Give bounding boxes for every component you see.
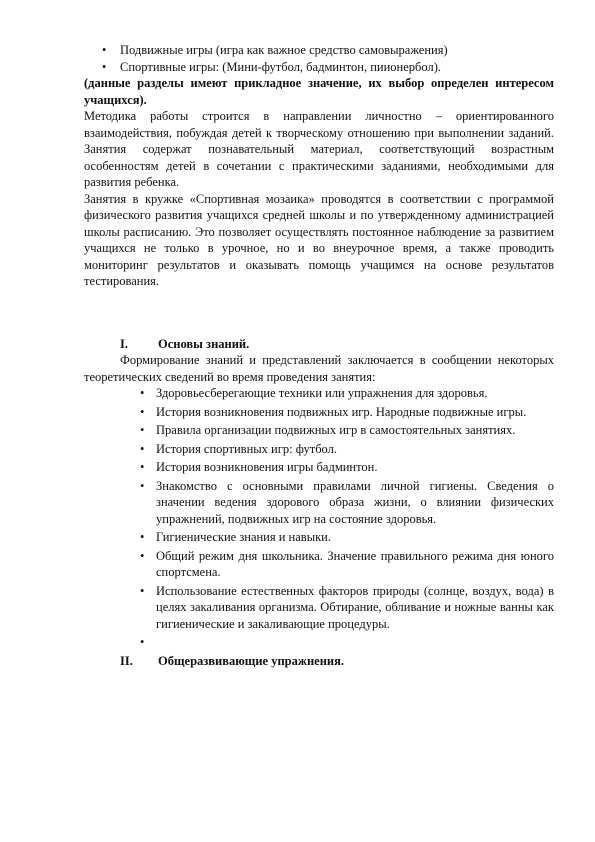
list-item: • Знакомство с основными правилами личной гигиены. Сведения о значении ведения здорового образа жизни, о влиянии физических упражнений, подвижных игр на состояние здоровья. xyxy=(138,478,554,528)
section-heading-2 xyxy=(120,653,554,670)
section1-list xyxy=(138,385,554,651)
section-title: Основы знаний. xyxy=(158,336,250,351)
note-bold: (данные разделы имеют прикладное значение, их выбор определен интересом учащихся). xyxy=(84,76,554,107)
paragraph-methodology: Методика работы строится в направлении личностно – ориентированного взаимодействия, побуждая детей к творческому отношению при выполнении заданий. Занятия содержат познавательный материал, соответствующий возрастным особенностям детей в сочетании с практическими заданиями, необходимыми для развития ребенка. xyxy=(84,109,554,189)
list-item-empty xyxy=(138,634,554,651)
list-item: • История возникновения подвижных игр. Народные подвижные игры. xyxy=(138,404,554,421)
list-item: • Правила организации подвижных игр в самостоятельных занятиях. xyxy=(138,422,554,439)
list-item: • Использование естественных факторов природы (солнце, воздух, вода) в целях закаливания организма. Обтирание, обливание и ножные ванны как гигиенические и закаливающие процедуры. xyxy=(138,583,554,633)
list-item: • Спортивные игры: (Мини-футбол, бадминтон, пиионербол). xyxy=(84,59,554,76)
section-number: II. xyxy=(120,653,133,668)
section-number: I. xyxy=(120,336,128,351)
list-item: • Общий режим дня школьника. Значение правильного режима дня юного спортсмена. xyxy=(138,548,554,581)
list-item: • Здоровьесберегающие техники или упражнения для здоровья. xyxy=(138,385,554,402)
list-item: • Подвижные игры (игра как важное средство самовыражения) xyxy=(84,42,554,59)
section1-intro: Формирование знаний и представлений заключается в сообщении некоторых теоретических сведений во время проведения занятия: xyxy=(84,353,554,384)
section-title: Общеразвивающие упражнения. xyxy=(158,653,344,668)
section-heading-1 xyxy=(120,336,554,353)
intro-list xyxy=(84,42,554,75)
document-content xyxy=(84,42,554,669)
list-item: • История возникновения игры бадминтон. xyxy=(138,459,554,476)
spacer xyxy=(84,290,554,336)
list-item: • История спортивных игр: футбол. xyxy=(138,441,554,458)
list-item: • Гигиенические знания и навыки. xyxy=(138,529,554,546)
paragraph-schedule: Занятия в кружке «Спортивная мозаика» проводятся в соответствии с программой физического развития учащихся средней школы и по утвержденному администрацией школы расписанию. Это позволяет осуществлять постоянное наблюдение за развитием учащихся не только в урочное, но и во внеурочное время, а также проводить мониторинг результатов и оказывать помощь учащимся на основе результатов тестирования. xyxy=(84,191,554,288)
